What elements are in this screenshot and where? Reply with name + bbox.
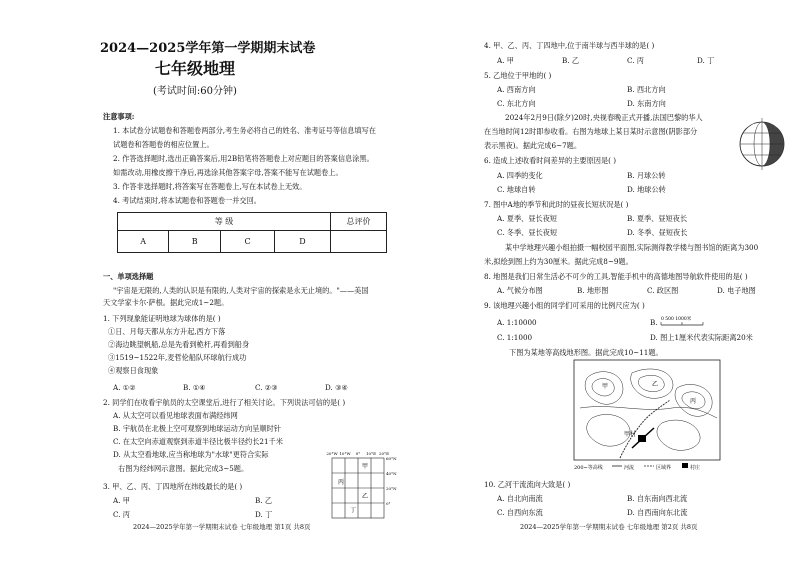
option-a[interactable]: A. 1:10000 [497, 318, 537, 327]
question-stem: 2. 同学们在收看宇航员的太空课堂后,进行了相关讨论。下列说法可信的是( ) [103, 398, 346, 407]
place-label: 乙 [362, 493, 369, 500]
option-c[interactable]: C. 在太空向赤道观察到赤道半径比极半径约长21千米 [113, 437, 283, 446]
lat-label: 20°N [386, 486, 397, 491]
option-a[interactable]: A. 气候分布图 [497, 286, 543, 295]
globe-day-night-figure [737, 114, 787, 174]
option-d[interactable]: D. ③④ [325, 383, 348, 392]
total-evaluation-header: 总评价 [331, 213, 387, 231]
note-line: 3. 作答非选择题时,将答案写在答题卷上,写在本试卷上无效。 [113, 182, 307, 191]
question-stem: 6. 造成上述收看时间差异的主要原因是( ) [484, 156, 617, 165]
option-a[interactable]: A. 自北向南流 [497, 494, 543, 503]
legend-boundary: 区域界 [656, 465, 672, 471]
question-item: ①日、月每天都从东方升起,西方下落 [108, 327, 226, 336]
grade-level: C [221, 231, 275, 253]
legend-village: 村庄 [690, 465, 701, 471]
option-a[interactable]: A. 从太空可以看见地球表面布满经纬网 [113, 411, 238, 420]
option-c[interactable]: C. 丙 [113, 510, 130, 519]
option-c[interactable]: C. 地球自转 [497, 185, 536, 194]
question-stem: 3. 甲、乙、丙、丁四地所在纬线最长的是( ) [103, 482, 243, 491]
note-line: 试题卷和答题卷的相应位置上。 [113, 140, 214, 149]
lon-label: 20°W [326, 451, 338, 456]
map-letter: 乙 [652, 381, 659, 388]
option-b[interactable]: B. ①④ [183, 383, 206, 392]
intro-text: 天文学家卡尔·萨根。据此完成1~2题。 [103, 298, 229, 307]
option-a[interactable]: A. 夏季、昼长夜短 [497, 214, 558, 223]
legend-contour: 200~等高线 [574, 465, 603, 471]
map-letter: 丙 [690, 398, 697, 405]
grade-level: B [169, 231, 221, 253]
intro-text: 表示黑夜)。据此完成6~7题。 [484, 141, 582, 150]
line-scale-bar [659, 314, 709, 328]
exam-title: 2024—2025学年第一学期期末试卷 [100, 41, 316, 56]
lon-label: 0° [355, 451, 361, 456]
option-d[interactable]: D. 丁 [697, 56, 715, 65]
grade-level: D [274, 231, 330, 253]
option-d[interactable]: D. 地球公转 [627, 185, 666, 194]
question-item: ③1519~1522年,麦哲伦船队环球航行成功 [108, 353, 247, 362]
total-evaluation-cell[interactable] [331, 231, 387, 253]
lon-label: 10°W [339, 451, 351, 456]
option-b[interactable]: B. 乙 [562, 56, 580, 65]
question-stem: 4. 甲、乙、丙、丁四地中,位于南半球与西半球的是( ) [484, 41, 655, 50]
note-line: 如需改动,用橡皮擦干净后,再选涂其他答案字母,答案不能写在试题卷上。 [113, 168, 343, 177]
question-stem: 1. 下列现象能证明地球为球体的是( ) [103, 314, 221, 323]
option-a[interactable]: A. 四季的变化 [497, 171, 543, 180]
intro-text: 2024年2月9日(除夕)20时,央视春晚正式开播,法国巴黎的华人 [505, 113, 703, 122]
option-b[interactable]: B. [650, 318, 658, 327]
option-c[interactable]: C. 丙 [627, 56, 644, 65]
place-label: 丙 [338, 479, 345, 486]
question-stem: 5. 乙地位于甲地的( ) [484, 71, 552, 80]
section-heading: 一、单项选择题 [103, 272, 154, 281]
grade-table [117, 212, 387, 253]
grade-header: 等 级 [118, 213, 331, 231]
lon-label: 20°E [378, 451, 390, 456]
page-footer: 2024—2025学年第一学期期末试卷 七年级地理 第2页 共8页 [520, 523, 698, 531]
village-label: 甲村 [624, 431, 637, 438]
option-a[interactable]: A. 甲 [497, 56, 514, 65]
question-stem: 10. 乙河干流流向大致是( ) [484, 480, 571, 489]
option-c[interactable]: C. 东北方向 [497, 99, 536, 108]
option-c[interactable]: C. 自西向东流 [497, 508, 543, 517]
option-d[interactable]: D. 图上1厘米代表实际距离20米 [650, 333, 753, 342]
option-c[interactable]: C. 政区图 [647, 286, 679, 295]
option-d[interactable]: D. 电子地图 [717, 286, 756, 295]
place-label: 丁 [350, 507, 357, 514]
option-d[interactable]: D. 丁 [255, 510, 273, 519]
option-d[interactable]: D. 自西南向东北流 [627, 508, 688, 517]
option-a[interactable]: A. 甲 [113, 496, 130, 505]
option-b[interactable]: B. 自东南向西北流 [627, 494, 688, 503]
scale-label: 0 500 1000米 [661, 317, 692, 322]
lat-label: 60°N [386, 456, 397, 461]
question-item: ④观察日食现象 [108, 366, 159, 375]
contour-map [572, 358, 722, 473]
legend-river: 河流 [624, 465, 635, 471]
option-d[interactable]: D. 东南方向 [627, 99, 666, 108]
exam-page-2 [397, 0, 794, 561]
question-stem: 7. 图中A地的季节和此时的昼夜长短状况是( ) [484, 200, 629, 209]
option-c[interactable]: C. 冬季、昼长夜短 [497, 228, 558, 237]
graticule-figure [320, 448, 397, 526]
option-b[interactable]: B. 地形图 [577, 286, 609, 295]
option-b[interactable]: B. 宇航员在北极上空可观察到地球运动方向呈顺时针 [113, 424, 281, 433]
lon-label: 10°E [365, 451, 377, 456]
exam-time: (考试时间:60分钟) [153, 86, 237, 97]
option-c[interactable]: C. ②③ [255, 383, 278, 392]
place-label: 甲 [362, 463, 369, 470]
option-b[interactable]: B. 夏季、昼短夜长 [627, 214, 688, 223]
map-letter: 甲 [602, 383, 609, 390]
lat-label: 0° [386, 501, 391, 506]
option-a[interactable]: A. ①② [113, 383, 136, 392]
question-stem: 8. 地图是我们日常生活必不可少的工具,智能手机中的高德地图导航软件使用的是( ) [484, 272, 748, 281]
intro-text: 右图为经纬网示意图。据此完成3~5题。 [118, 464, 249, 473]
option-d[interactable]: D. 冬季、昼短夜长 [627, 228, 688, 237]
note-line: 1. 本试卷分试题卷和答题卷两部分,考生务必将自己的姓名、准考证号等信息填写在 [113, 126, 376, 135]
grade-level: A [118, 231, 169, 253]
option-a[interactable]: A. 西南方向 [497, 85, 536, 94]
notes-heading: 注意事项: [103, 112, 135, 121]
intro-text: 下图为某地等高线地形图。据此完成10~11题。 [509, 348, 663, 357]
option-b[interactable]: B. 乙 [255, 496, 273, 505]
option-b[interactable]: B. 西北方向 [627, 85, 666, 94]
page-footer: 2024—2025学年第一学期期末试卷 七年级地理 第1页 共8页 [133, 523, 311, 531]
intro-text: "宇宙是无限的,人类的认识是有限的,人类对宇宙的探索是永无止境的。"——美国 [113, 286, 369, 295]
note-line: 2. 作答选择题时,选出正确答案后,用2B铅笔将答题卷上对应题目的答案信息涂黑。 [113, 154, 374, 163]
intro-text: 在当地时间12时即参收看。右图为地球上某日某时示意图(阴影部分 [484, 127, 698, 136]
lat-label: 40°N [386, 471, 397, 476]
intro-text: 米,拟绘到图上约为30厘米。据此完成8~9题。 [484, 257, 633, 266]
option-d[interactable]: D. 从太空看地球,应当称地球为"水球"更符合实际 [113, 450, 269, 459]
intro-text: 某中学地理兴趣小组拍摄一幅校园平面图,实际测得教学楼与图书馆的距离为300 [505, 243, 759, 252]
question-item: ②海边眺望帆船,总是先看到桅杆,再看到船身 [108, 340, 250, 349]
option-b[interactable]: B. 月球公转 [627, 171, 666, 180]
option-c[interactable]: C. 1:1000 [497, 333, 533, 342]
note-line: 4. 考试结束时,将本试题卷和答题卷一并交回。 [113, 196, 261, 205]
question-stem: 9. 该地理兴趣小组的同学们可采用的比例尺应为( ) [484, 301, 645, 310]
subject-title: 七年级地理 [155, 59, 236, 78]
